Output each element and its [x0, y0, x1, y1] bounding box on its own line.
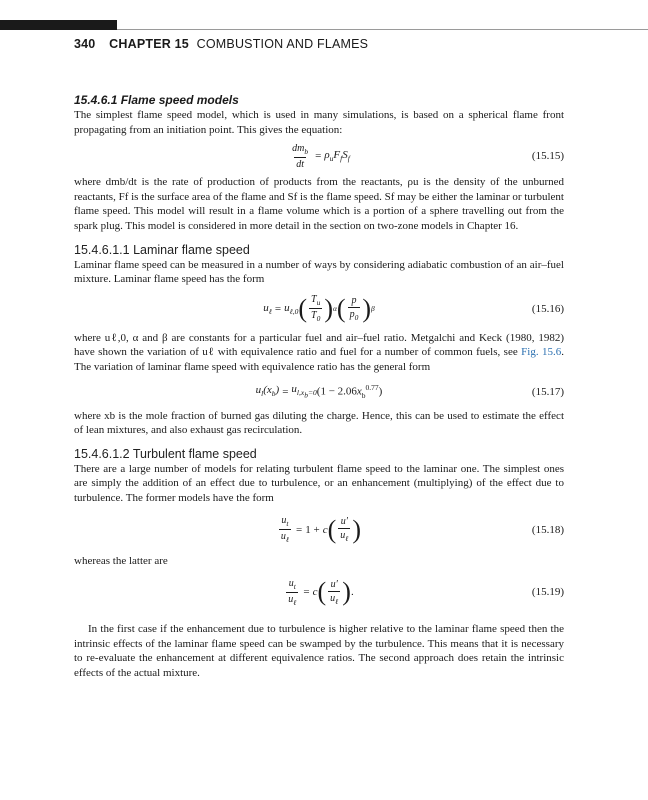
subsection-heading-turbulent: 15.4.6.1.2 Turbulent flame speed — [74, 446, 257, 461]
section-heading: 15.4.6.1 Flame speed models — [74, 93, 239, 107]
header-rule — [117, 29, 648, 30]
whereas-line: whereas the latter are — [74, 554, 168, 567]
running-header — [74, 37, 368, 51]
subsection-heading-laminar: 15.4.6.1.1 Laminar flame speed — [74, 242, 250, 257]
laminar-intro: Laminar flame speed can be measured in a number of ways by considering adiabatic combustion of an air–fuel mixture. Laminar flame speed has the form — [74, 258, 564, 286]
turbulent-intro: There are a large number of models for relating turbulent flame speed to the laminar one. The simplest ones are simply the addition of an effect due to turbulence, or an enhancement (multiplying) of the effect due to turbulence. The former models have the form — [74, 462, 564, 504]
closing-paragraph: In the first case if the enhancement due to turbulence is higher relative to the laminar flame speed then the intrinsic effects of the laminar flame speed can be swamped by the turbulence. This means that it is necessary to re-evaluate the enhancement at different equivalence ratios. The second approach does retain the intrinsic effects of the actual mixture. — [74, 623, 564, 679]
figure-link[interactable]: Fig. 15.6 — [521, 346, 562, 359]
equation-15-15: $\frac{dm_b}{dt}$ = $\rho_uF_fS_f$ (15.15) — [292, 142, 564, 170]
page-body — [74, 92, 564, 680]
equation-number: (15.15) — [531, 150, 564, 163]
equation-15-18: $\frac{u_t}{u_\ell}$ = 1 + c ( $\frac{u'}{u_\ell}$ ) (15.18) — [280, 514, 564, 544]
text-part: where uℓ,0, α and β are constants for a particular fuel and air–fuel ratio. Metgalchi and Keck (1980, 1982) have shown the variation of uℓ with equivalence ratio and fuel for a number of common fuels, see — [74, 331, 564, 359]
chapter-label: CHAPTER 15 — [109, 37, 189, 51]
chapter-title: COMBUSTION AND FLAMES — [196, 37, 369, 51]
header-bar — [0, 20, 117, 30]
page-number: 340 — [74, 37, 96, 51]
paragraph-after-eq-15-16 — [74, 331, 564, 375]
paragraph-after-eq-15-15: where dmb/dt is the rate of production of products from the reactants, ρu is the density of the unburned reactants, Ff is the surface area of the flame and Sf is the flame speed. Sf may be either the laminar or turbulent flame speed. This model will result in a flame volume which is a portion of a sphere travelling out from the spark plug. This model is considered in more detail in the section on two-zone models in Chapter 16. — [74, 176, 564, 232]
equation-15-16: $u_\ell$ = $u_{\ell,0}$ ( $\frac{T_u}{T_0}$ ) α ( $\frac{p}{p_0}$ ) β (15.16) — [263, 293, 564, 324]
text-part: . The variation of laminar flame speed with equivalence ratio has the general form — [74, 346, 564, 373]
equation-number: (15.18) — [531, 523, 564, 536]
paragraph-after-eq-15-17: where xb is the mole fraction of burned gas diluting the charge. Hence, this can be used to estimate the effect of lean mixtures, and also exhaust gas recirculation. — [74, 409, 564, 437]
equation-number: (15.19) — [531, 586, 564, 599]
equation-15-17: $u_l(x_b)$ = $u_{l,x_b=0}$ $(1 - 2.06x_b^{0.77})$ (15.17) — [255, 383, 564, 400]
section-intro: The simplest flame speed model, which is used in many simulations, is based on a spherical flame front propagating from an initiation point. This gives the equation: — [74, 109, 564, 136]
equation-number: (15.16) — [531, 302, 564, 315]
equation-15-19: $\frac{u_t}{u_\ell}$ = c ( $\frac{u'}{u_\ell}$ ) . (15.19) — [288, 577, 564, 607]
equation-number: (15.17) — [531, 385, 564, 398]
